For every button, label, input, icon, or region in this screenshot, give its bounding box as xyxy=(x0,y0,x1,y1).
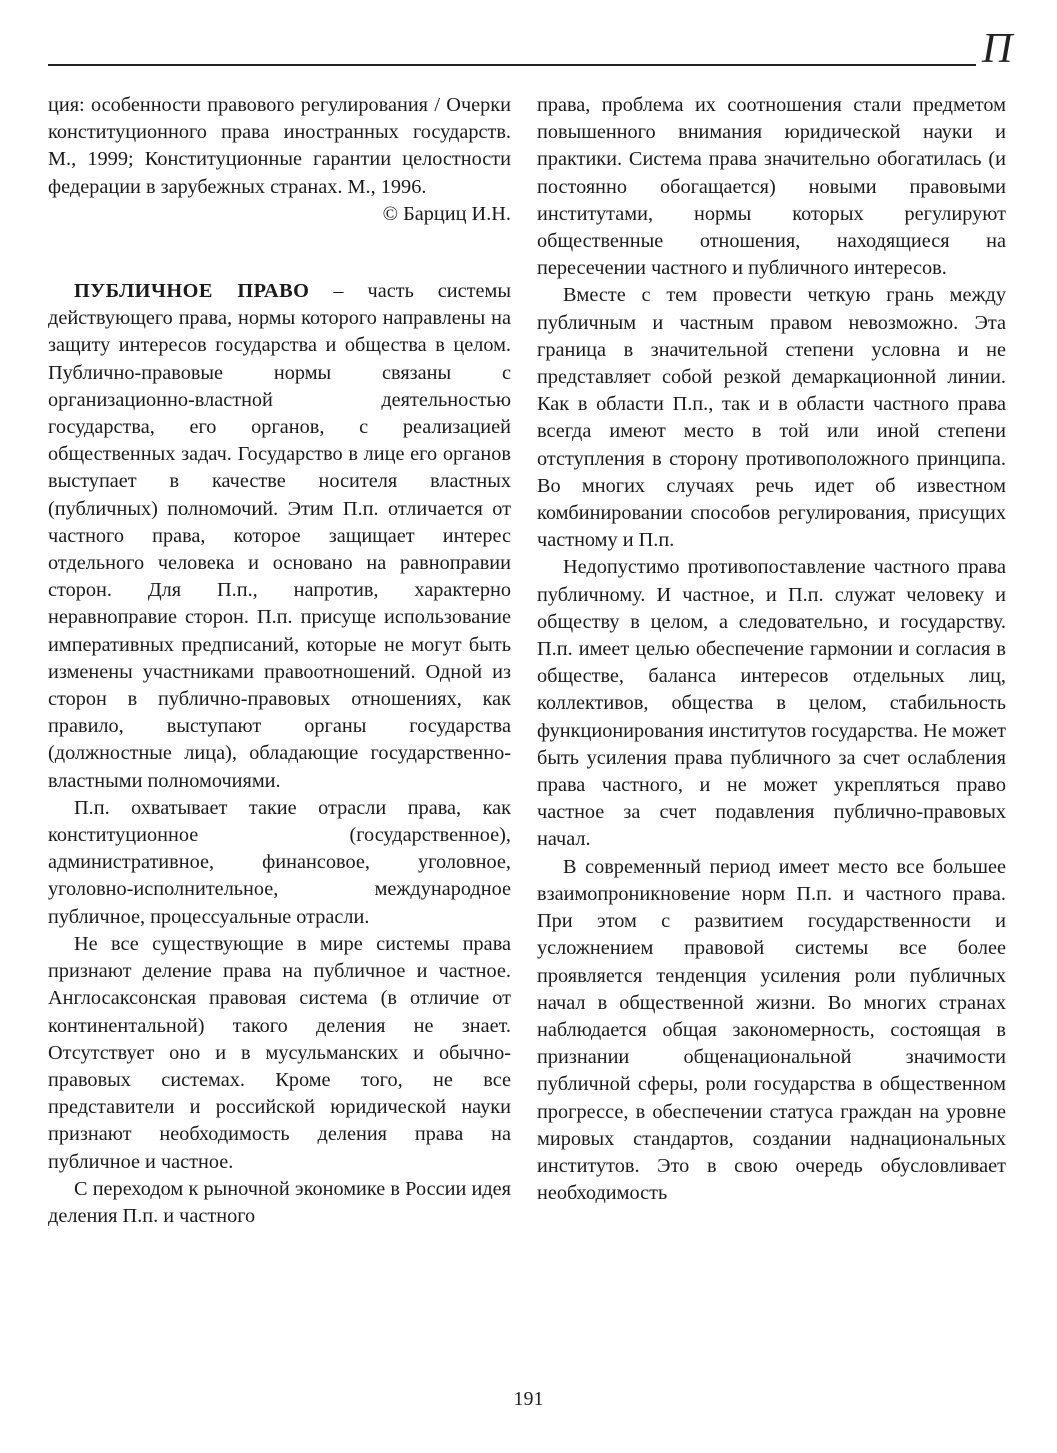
entry-spacer xyxy=(48,228,511,278)
entry-term: ПУБЛИЧНОЕ ПРАВО xyxy=(74,280,310,303)
paragraph: Недопустимо противопоставление частного права публичному. И частное, и П.п. служат человеку и обществу в целом, а следовательно, и государству. П.п. имеет целью обеспечение гармонии и согласия в обществе, баланса интересов отдельных лиц, коллективов, общества в целом, стабильность функционирования институтов государства. Не может быть усиления права публичного за счет ослабления права частного, и не может укрепляться право частное за счет подавления публично-правовых начал. xyxy=(537,556,1006,851)
right-column xyxy=(537,92,1006,1207)
paragraph: С переходом к рыночной экономике в России идея деления П.п. и частного xyxy=(48,1177,511,1227)
section-letter: П xyxy=(982,26,1013,72)
page-number: 191 xyxy=(513,1388,544,1410)
entry-paragraph xyxy=(48,278,511,795)
paragraph: Вместе с тем провести четкую грань между публичным и частным правом невозможно. Эта граница в значительной степени условна и не представляет собой резкой демаркационной линии. Как в области П.п., так и в области частного права всегда имеют место в той или иной степени отступления в сторону противоположного принципа. Во многих случаях речь идет об известном комбинировании способов регулирования, присущих частному и П.п. xyxy=(537,284,1006,552)
copyright-line: © Барциц И.Н. xyxy=(382,202,511,225)
header-rule xyxy=(48,64,976,66)
continuation-paragraph: права, проблема их соотношения стали предметом повышенного внимания юридической науки и практики. Система права значительно обогатилась (и постоянно обогащается) новыми правовыми институтами, нормы которых регулируют общественные отношения, находящиеся на пересечении частного и публичного интересов. xyxy=(537,94,1006,280)
paragraph: В современный период имеет место все большее взаимопроникновение норм П.п. и частного права. При этом с развитием государственности и усложнением правовой системы все более проявляется тенденция усиления роли публичных начал в общественной жизни. Во многих странах наблюдается общая закономерность, состоящая в признании общенациональной значимости публичной сферы, роли государства в общественном прогрессе, в обеспечении статуса граждан на уровне мировых стандартов, создании наднациональных институтов. Это в свою очередь обусловливает необходимость xyxy=(537,855,1006,1205)
paragraph: П.п. охватывает такие отрасли права, как конституционное (государственное), административное, финансовое, уголовное, уголовно-исполнительное, международное публичное, процессуальные отрасли. xyxy=(48,796,511,928)
left-column xyxy=(48,92,511,1230)
bibliography-text: ция: особенности правового регулирования / Очерки конституционного права иностранных государств. М., 1999; Конституционные гарантии целостности федерации в зарубежных странах. М., 1996. xyxy=(48,94,511,198)
entry-definition: – часть системы действующего права, нормы которого направлены на защиту интересов государства и общества в целом. Публично-правовые нормы связаны с организационно-властной деятельностью государства, его органов, с реализацией общественных задач. Государство в лице его органов выступает в качестве носителя властных (публичных) полномочий. Этим П.п. отличается от частного права, которое защищает интерес отдельного человека и основано на равноправии сторон. Для П.п., напротив, характерно неравноправие сторон. П.п. присуще использование императивных предписаний, которые не могут быть изменены участниками правоотношений. Одной из сторон в публично-правовых отношениях, как правило, выступают органы государства (должностные лица), обладающие государственно-властными полномочиями. xyxy=(48,280,511,792)
paragraph: Не все существующие в мире системы права признают деление права на публичное и частное. Англосаксонская правовая система (в отличие от континентальной) такого деления не знает. Отсутствует оно и в мусульманских и обычно-правовых системах. Кроме того, не все представители и российской юридической науки признают необходимость деления права на публичное и частное. xyxy=(48,932,511,1173)
